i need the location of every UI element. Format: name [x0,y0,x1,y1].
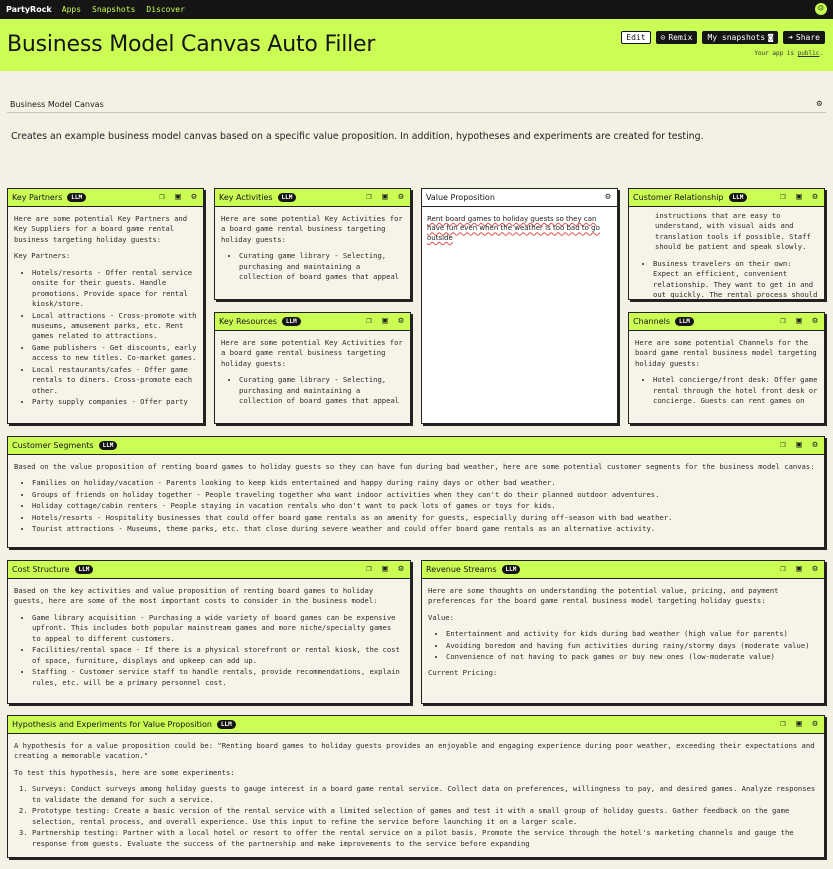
card-header [422,189,617,207]
list-item: • Party supply companies - Offer party [32,397,197,407]
nav-link-discover[interactable]: Discover [146,5,185,14]
copy-icon[interactable]: ❐ [780,316,786,326]
top-nav [0,0,833,19]
card-header [8,716,824,734]
channels-card [628,312,825,424]
list-item: • Local restaurants/cafes - Offer game rentals to diners. Cross-promote each other. [32,365,197,396]
visibility-note-suffix: . [819,50,823,57]
list-item: • Staffing - Customer service staff to handle rentals, provide recommendations, explain rules, etc. will be a primary personnel cost. [32,667,404,688]
card-intro: Here are some potential Key Activities for a board game rental business targeting holiday guests: [221,214,403,244]
copy-icon[interactable]: ❐ [780,719,786,729]
list-item: 1. Surveys: Conduct surveys among holiday guests to gauge interest in a board game rental service. Collect data on preferences, willingness to pay, and desired games. Analyze responses to validate the demand for such a service. [32,784,818,805]
card-body [215,207,410,294]
list-item: • Game library acquisition - Purchasing a wide variety of board games can be expensive upfront. This includes both popular mainstream games and more niche/specialty games to appeal to different customers. [32,613,404,644]
list-item: • Business travelers on their own: Expect an efficient, convenient relationship. They want to get in and out quickly. The rental process should [653,259,818,300]
card-title: Customer Relationship [633,193,724,202]
save-icon[interactable]: ▣ [796,316,802,326]
save-icon[interactable]: ▣ [382,564,388,574]
list-item: • Hotels/resorts - Offer rental service onsite for their guests. Handle promotions. Provide space for rental kiosk/store. [32,268,197,310]
customer-segments-card [7,436,825,548]
card-header [8,561,410,579]
list-item: • Entertainment and activity for kids during bad weather (high value for parents) [446,629,818,639]
copy-icon[interactable]: ❐ [780,440,786,450]
card-title: Revenue Streams [426,565,497,574]
card-body [422,579,824,690]
llm-badge: LLM [75,565,94,574]
list-item: • Local attractions - Cross-promote with museums, amusement parks, etc. Rent games related to attractions. [32,311,197,342]
value-proposition-card [421,188,618,424]
edit-label: Edit [626,33,646,42]
card-title: Value Proposition [426,193,495,202]
value-proposition-text: Rent board games to holiday guests so they can have fun even when the weather is too bad to go outside [427,215,600,242]
partyrock-logo[interactable]: PartyRock [6,5,52,14]
card-header [422,561,824,579]
card-title: Customer Segments [12,441,94,450]
copy-icon[interactable]: ❐ [366,192,372,202]
card-continued-text: instructions that are easy to understand, with visual aids and translation tools if possible. Staff should be patient and speak slowly. [655,211,811,252]
header-actions [621,31,825,44]
my-snapshots-button[interactable] [702,31,778,44]
nav-link-snapshots[interactable]: Snapshots [92,5,136,14]
llm-badge: LLM [282,317,301,326]
revenue-streams-card [421,560,825,704]
settings-icon[interactable]: ⚙ [398,192,404,202]
llm-badge: LLM [217,720,236,729]
card-title: Channels [633,317,671,326]
list-item: • Curating game library - Selecting, purchasing and maintaining a collection of board games that appeal [239,375,404,406]
settings-icon[interactable]: ⚙ [605,192,611,202]
card-intro: Here are some potential Key Activities for a board game rental business targeting holiday guests: [221,338,403,368]
settings-icon[interactable]: ⚙ [812,564,818,574]
share-label: Share [795,33,820,42]
section-label: Business Model Canvas [10,100,104,109]
settings-icon[interactable]: ⚙ [398,564,404,574]
save-icon[interactable]: ▣ [796,719,802,729]
settings-icon[interactable]: ⚙ [816,99,822,109]
llm-badge: LLM [502,565,521,574]
list-item: • Facilities/rental space - If there is a physical storefront or rental kiosk, the cost of space, furniture, displays and upkeep can add up. [32,645,404,666]
card-title: Hypothesis and Experiments for Value Proposition [12,720,212,729]
list-item: 3. Partnership testing: Partner with a local hotel or resort to offer the rental service on a pilot basis. Promote the service through the hotel's marketing channels and gauge the response from guests. Evaluate the success of the partnership and make improvements to the service before expanding [32,828,818,849]
llm-badge: LLM [729,193,748,202]
card-body [8,579,410,699]
copy-icon[interactable]: ❐ [366,564,372,574]
card-header [215,313,410,331]
card-subhead: Value: [428,612,454,622]
copy-icon[interactable]: ❐ [366,316,372,326]
list-item: 2. Prototype testing: Create a basic version of the rental service with a limited selection of games and test it with a small group of holiday guests. Gather feedback on the game selection, rental process, and overall experience. Use this input to refine the service before launching it on a larger scale. [32,806,818,827]
key-resources-card [214,312,411,424]
list-item: • Hotels/resorts - Hospitality businesses that could offer board game rentals as an amenity for guests, especially during off-season with bad weather. [32,513,818,523]
save-icon[interactable]: ▣ [175,192,181,202]
card-body [8,455,824,546]
key-partners-card [7,188,204,424]
card-subhead: To test this hypothesis, here are some experiments: [14,767,235,777]
card-intro: Based on the key activities and value proposition of renting board games to holiday guests, here are some of the most important costs to consider in the business model: [14,586,378,606]
list-item: • Families on holiday/vacation - Parents looking to keep kids entertained and happy during rainy days or other bad weather. [32,478,818,488]
value-proposition-input[interactable] [422,207,617,251]
copy-icon[interactable]: ❐ [159,192,165,202]
llm-badge: LLM [67,193,86,202]
settings-icon[interactable]: ⚙ [812,316,818,326]
card-body [629,207,824,300]
cost-structure-card [7,560,411,704]
app-description: Creates an example business model canvas based on a specific value proposition. In addition, hypotheses and experiments are created for testing. [11,131,704,142]
settings-icon[interactable]: ⚙ [812,440,818,450]
list-item: • Curating game library - Selecting, purchasing and maintaining a collection of board games that appeal [239,251,404,282]
card-title: Key Resources [219,317,277,326]
nav-link-apps[interactable]: Apps [61,5,82,14]
card-title: Key Partners [12,193,63,202]
customer-relationship-card [628,188,825,300]
card-intro: Here are some potential Key Partners and Key Suppliers for a board game rental business targeting holiday guests: [14,214,188,244]
card-header [629,313,824,331]
llm-badge: LLM [675,317,694,326]
list-item: • Convenience of not having to pack games or buy new ones (low-moderate value) [446,652,818,662]
remix-icon: ⊙ [660,33,666,42]
card-body [215,331,410,418]
user-avatar-icon[interactable]: ☺ [815,3,827,15]
list-item: • Holiday cottage/cabin renters - People staying in vacation rentals who don't want to pack lots of games or toys for kids. [32,501,818,511]
card-body [629,331,824,418]
visibility-note [754,50,823,57]
save-icon[interactable]: ▣ [796,440,802,450]
card-title: Cost Structure [12,565,70,574]
card-header [8,437,824,455]
list-item: • Avoiding boredom and having fun activities during rainy/stormy days (moderate value) [446,641,818,651]
public-link[interactable]: public [797,50,820,57]
app-header [0,19,833,71]
settings-icon[interactable]: ⚙ [191,192,197,202]
save-icon[interactable]: ▣ [382,192,388,202]
copy-icon[interactable]: ❐ [780,564,786,574]
card-header [8,189,203,207]
remix-button[interactable] [656,31,698,44]
share-button[interactable] [783,31,825,44]
card-intro: Here are some potential Channels for the board game rental business model targeting holiday guests: [635,338,817,368]
save-icon[interactable]: ▣ [796,564,802,574]
list-item: • Game publishers - Get discounts, early access to new titles. Co-market games. [32,343,197,364]
settings-icon[interactable]: ⚙ [812,719,818,729]
app-title: Business Model Canvas Auto Filler [7,32,376,57]
llm-badge: LLM [99,441,118,450]
card-intro: Here are some thoughts on understanding the potential value, pricing, and payment preferences for the board game rental business model targeting holiday guests: [428,586,779,606]
save-icon[interactable]: ▣ [796,192,802,202]
list-item: • Hotel concierge/front desk: Offer game rental through the hotel front desk or concierge. Guests can rent games on [653,375,818,406]
llm-badge: LLM [278,193,297,202]
card-header [629,189,824,207]
visibility-note-prefix: Your app is [754,50,798,57]
card-subhead: Current Pricing: [428,667,498,677]
save-icon[interactable]: ▣ [382,316,388,326]
card-title: Key Activities [219,193,273,202]
list-item: • Tourist attractions - Museums, theme parks, etc. that close during severe weather and could offer board game rentals as an alternative activity. [32,524,818,534]
settings-icon[interactable]: ⚙ [398,316,404,326]
edit-button[interactable] [621,31,650,44]
card-intro: Based on the value proposition of renting board games to holiday guests so they can have fun during bad weather, here are some potential customer segments for the business model canvas: [14,462,815,471]
key-activities-card [214,188,411,300]
settings-icon[interactable]: ⚙ [812,192,818,202]
card-body [8,207,203,418]
remix-label: Remix [668,33,693,42]
copy-icon[interactable]: ❐ [780,192,786,202]
camera-icon: ◙ [768,33,774,42]
my-snapshots-label: My snapshots [707,33,766,42]
card-header [215,189,410,207]
share-icon: ➜ [788,33,793,42]
card-intro: A hypothesis for a value proposition could be: "Renting board games to holiday guests provides an enjoyable and engaging experience during poor weather, exceeding their expectations and creating a memorable vacation." [14,741,815,761]
card-body [8,734,824,858]
list-item: • Groups of friends on holiday together - People traveling together who want indoor activities when they can't do their planned outdoor adventures. [32,490,818,500]
hypothesis-experiments-card [7,715,825,858]
card-subhead: Key Partners: [14,251,71,261]
section-header [7,96,826,113]
